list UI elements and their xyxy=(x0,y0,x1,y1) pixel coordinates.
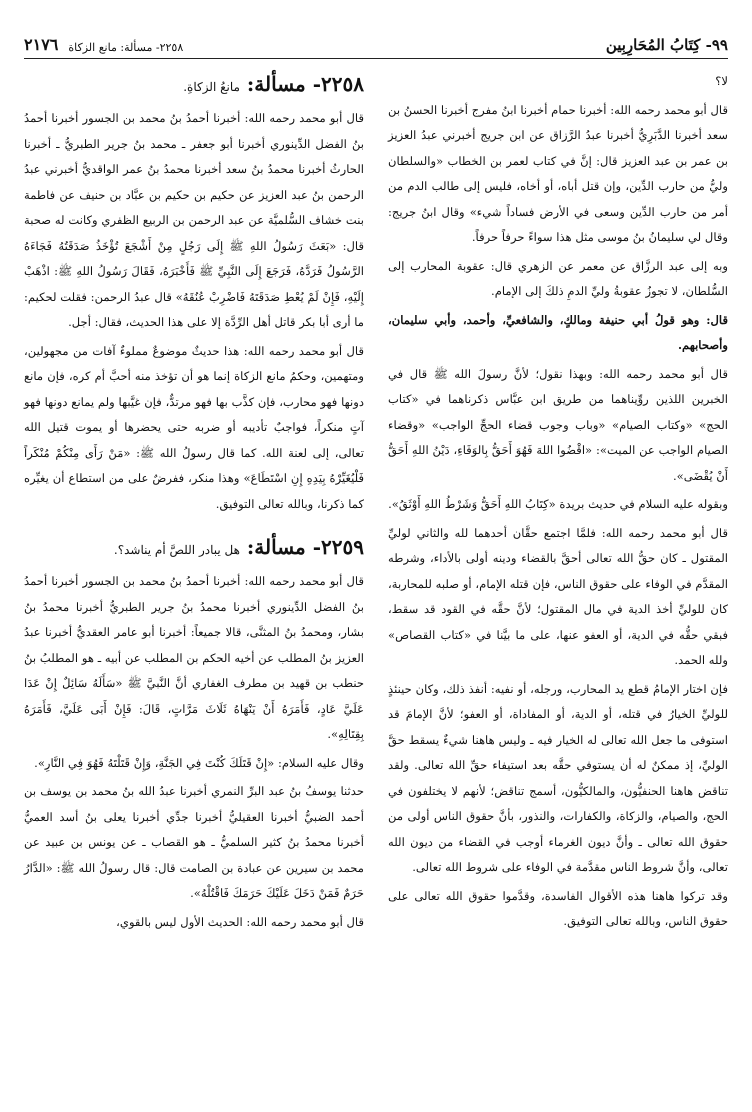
paragraph: قال أبو محمد رحمه الله: الحديث الأول ليس بالقوي، xyxy=(116,914,364,929)
right-column xyxy=(388,69,728,938)
left-column xyxy=(24,69,364,938)
paragraph: قال: وهو قولُ أبي حنيفة ومالكٍ، والشافعيِّ، وأحمد، وأبي سليمان، وأصحابهم. xyxy=(388,312,728,352)
paragraph: قال أبو محمد رحمه الله: فلمَّا اجتمع حقَّان أحدهما لله والثاني لوليِّ المقتول ـ كان حقُّ الله تعالى أحقَّ بالقضاء ودينه أولى بالأداء، وشرطه المقدَّم في الوفاء على حقوق الناس، فإن قتله الإمام، أو صلبه للمحاربة، كان للوليِّ أخذ الدية في مال المقتول؛ لأنَّ حقَّه في القود قد سقط، فبقي حقُّه في الدية، أو العفو عنها، على ما بيَّنا في «كتاب القصاص» ولله الحمد. xyxy=(388,525,728,667)
section-topic: مانعُ الزكاةِ. xyxy=(183,80,240,94)
paragraph: وقد تركوا هاهنا هذه الأقوال الفاسدة، وقدَّموا حقوق الله تعالى على حقوق الناس، وبالله تعالى التوفيق. xyxy=(388,888,728,928)
paragraph: قال أبو محمد رحمه الله: أخبرنا حمام أخبرنا ابنُ مفرج أخبرنا الحسنُ بن سعد أخبرنا الدَّبَرِيُّ أخبرنا عبدُ الرَّزاق عن ابن جريج أخبرني عبدُ العزيز بن عمر بن عبد العزيز قال: إنَّ في كتاب لعمر بن الخطاب «والسلطان وليُّ من حارب الدِّين، وإن قتل أباه، أو أخاه، فليس إلى طالب الدم من أمر من حارب الدِّين وسعى في الأرض فساداً شيء» وقال ابنُ جريج: وقال لي سليمانُ بنُ موسى مثل هذا سواءً حرفاً حرفاً. xyxy=(388,102,728,244)
paragraph: لا؟ xyxy=(715,74,728,88)
paragraph: قال أبو محمد رحمه الله: وبهذا نقول؛ لأنَّ رسولَ الله ﷺ قال في الخبرين اللذين روِّيناهما من طريق ابن عبَّاس ذكرناهما في «كتاب الحج» «وكتاب الصيام» «وباب وجوب قضاء الحجِّ الواجب» «وقضاء الصيام الواجب عن الميت»: «اقْضُوا اللهَ فَهُوَ أَحَقُّ بِالوَفَاءِ، دَيْنُ اللهِ أَحَقُّ أَنْ يُقْضَى». xyxy=(388,366,728,483)
page-header xyxy=(24,22,728,59)
text-columns xyxy=(24,69,728,938)
paragraph: وبقوله عليه السلام في حديث بريدة «كِتَابُ اللهِ أَحَقُّ وَشَرْطُ اللهِ أَوْثَقُ». xyxy=(388,497,728,511)
section-heading-2258 xyxy=(24,69,364,102)
section-number: ٢٢٥٩- مسألة: xyxy=(246,535,364,559)
section-gap xyxy=(24,520,364,532)
paragraph: قال أبو محمد رحمه الله: أخبرنا أحمدُ بنُ محمد بن الجسور أخبرنا أحمدُ بنُ الفضل الدِّينوري أخبرنا محمدُ بنُ جرير الطبريُّ أخبرنا محمدُ بنُ بشار، ومحمدُ بنُ المثنَّى، قالا جميعاً: أخبرنا أبو عامر العقديُّ أخبرنا عبدُ العزيز بنُ المطلب عن أخيه الحكم بن المطلب عن أبيه ـ هو المطلبُ بنُ حنطب بن قهيد بن مطرف الغفاري أنَّ النَّبيَّ ﷺ «سَأَلَهُ سَائِلٌ إِنْ عَدَا عَلَيَّ عَادٍ، فَأَمَرَهُ أَنْ يَنْهَاهُ ثَلَاثَ مَرَّاتٍ، قَالَ: فَإِنْ أَبَى عَلَيَّ، فَأَمَرَهُ بِقِتَالِهِ». xyxy=(24,574,364,741)
paragraph: قال أبو محمد رحمه الله: هذا حديثٌ موضوعٌ مملوءٌ آفات من مجهولين، ومتهمين، وحكمُ مانع الزكاة إنما هو أن تؤخذ منه أحبَّ أم كره، فإن مانع دونها فهو محارب، فإن كذَّب بها فهو مرتدٌّ، فإن غيَّبها ولم يمانع دونها فهو آتٍ منكراً، فواجبٌ تأديبه أو ضربه حتى يحضرها أو يموت قتيل الله تعالى، إلى لعنة الله. كما قال رسولُ الله ﷺ: «مَنْ رَأَى مِنْكُمْ مُنْكَراً فَلْيُغَيِّرْهُ بِيَدِهِ إِنِ اسْتَطَاعَ» وهذا منكر، ففرضٌ على من استطاع أن يغيِّره كما ذكرنا، وبالله تعالى التوفيق. xyxy=(24,343,364,511)
running-section-title: ٢٢٥٨- مسألة: مانع الزكاة xyxy=(68,41,184,54)
paragraph: وقال عليه السلام: «إِنْ قَتَلَكَ كُنْتَ فِي الجَنَّةِ، وَإِنْ قَتَلْتَهُ فَهُوَ فِي النَّارِ». xyxy=(34,755,364,770)
paragraph: فإن اختار الإمامُ قطع يد المحارب، ورجله، أو نفيه: أنفذ ذلك، وكان حينئذٍ للوليِّ الخيارُ في قتله، أو الدية، أو المفاداة، أو العفو؛ لأنَّ الإمامَ قد استوفى ما جعل الله تعالى له الخيار فيه ـ وليس هاهنا شيءٌ يسقط حقَّ الوليِّ، إذ ممكنٌ له أن يستوفي حقَّه بعد استيفاء حقِّ الله تعالى. ولقد تناقض هاهنا الحنفيُّون، والمالكيُّون، أسمج تناقض؛ لأنهم لا يختلفون في الحج، والصيام، والزكاة، والكفارات، والنذور، بأنَّ حقوق الناس أولى من حقوق الله تعالى ـ وأنَّ ديون الغرماء أوجب في القضاء من ديون الله تعالى، وأنَّ شروط الناس مقدَّمة في الوفاء على شروط الله تعالى. xyxy=(388,681,728,874)
section-number: ٢٢٥٨- مسألة: xyxy=(246,72,364,96)
section-topic: هل يبادر اللصَّ أم يناشد؟. xyxy=(113,543,240,557)
page-number: ٢١٧٦ xyxy=(24,35,59,54)
paragraph: قال أبو محمد رحمه الله: أخبرنا أحمدُ بنُ محمد بن الجسور أخبرنا أحمدُ بنُ الفضل الدِّينوري أخبرنا أبو جعفر ـ محمد بنُ جرير الطبريُّ ـ أخبرنا الحارثُ أخبرنا محمدُ بنُ سعد أخبرنا محمدُ بنُ عمر الواقديُّ أخبرني عبدُ الرحمن بنُ عبد العزيز عن حكيم بن حكيم بن عبَّاد بن حنيف عن فاطمة بنت خشاف السُّلميَّة عن عبد الرحمن بن الربيع الظفري وكانت له صحبة قال: «بَعَثَ رَسُولُ اللهِ ﷺ إِلَى رَجُلٍ مِنْ أَشْجَعَ تُؤْخَذُ صَدَقَتُهُ فَجَاءَهُ الرَّسُولُ فَرَدَّهُ، فَرَجَعَ إِلَى النَّبِيِّ ﷺ فَأَخْبَرَهُ، فَقَالَ رَسُولُ اللهِ ﷺ: اذْهَبْ إِلَيْهِ، فَإِنْ لَمْ يُعْطِ صَدَقَتَهُ فَاضْرِبْ عُنُقَهُ» قال عبدُ الرحمن: فقلت لحكيم: ما أرى أبا بكر قاتل أهل الرِّدَّة إلا على هذا الحديث، فقال: أجل. xyxy=(24,111,364,329)
paragraph: حدثنا يوسفُ بنُ عبد البرِّ النمري أخبرنا عبدُ الله بنُ محمد بن يوسف بن أحمد الضبيُّ أخبرنا العقيليُّ أخبرنا جدِّي أخبرنا يعلى بنُ أسد العميُّ أخبرنا محمدُ بنُ كثير السلميُّ ـ هو القصاب ـ عن يونس بن عبيد عن محمد بن سيرين عن عبادة بن الصامت قال: قال رسولُ الله ﷺ: «الدَّارُ حَرَمٌ فَمَنْ دَخَلَ عَلَيْكَ حَرَمَكَ فَاقْتُلْهُ». xyxy=(24,784,364,900)
paragraph: وبه إلى عبد الرزَّاق عن معمر عن الزهري قال: عقوبة المحارب إلى السُّلطان، لا تجوزُ عقوبةُ وليِّ الدمِ ذلكَ إلى الإمام. xyxy=(388,258,728,298)
header-left xyxy=(24,35,183,54)
section-heading-2259 xyxy=(24,532,364,565)
running-book-title: ٩٩- كِتَابُ المُحَارِبِين xyxy=(605,36,728,54)
